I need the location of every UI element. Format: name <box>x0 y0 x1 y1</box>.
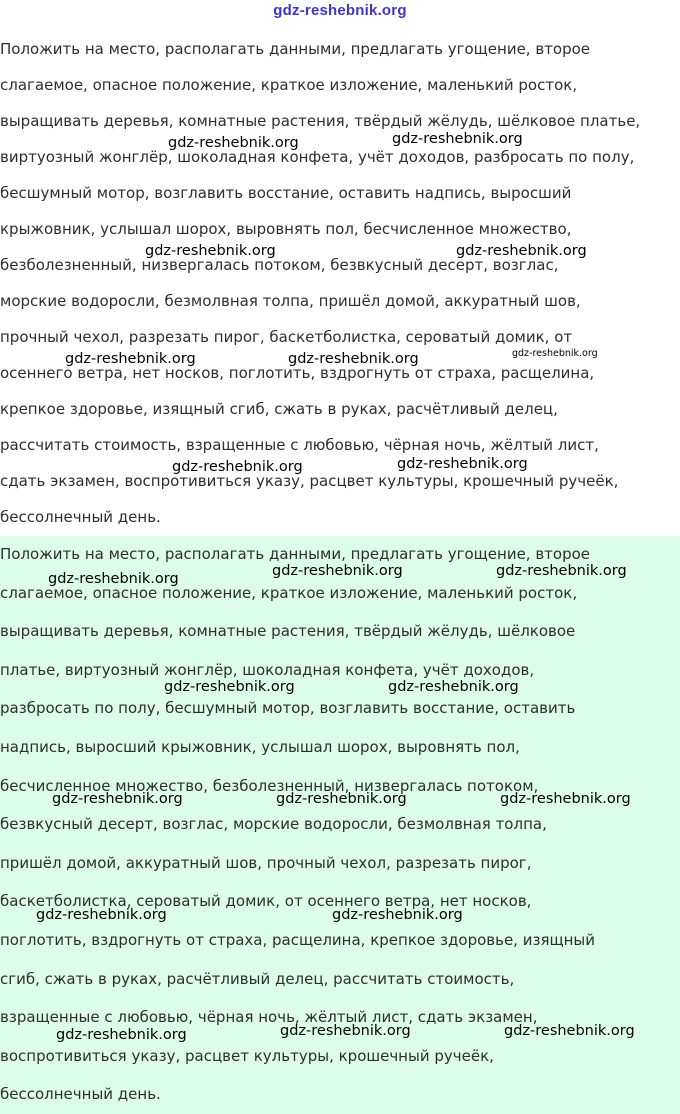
watermark: gdz-reshebnik.org <box>512 348 598 359</box>
watermark: gdz-reshebnik.org <box>496 563 627 579</box>
text-line: морские водоросли, безмолвная толпа, пришёл домой, аккуратный шов, <box>0 292 581 310</box>
watermark: gdz-reshebnik.org <box>56 1027 187 1043</box>
text-line: баскетболистка, сероватый домик, от осеннего ветра, нет носков, <box>0 892 532 911</box>
watermark: gdz-reshebnik.org <box>65 351 196 367</box>
text-line: выращивать деревья, комнатные растения, твёрдый жёлудь, шёлковое платье, <box>0 112 641 130</box>
text-line: бессолнечный день. <box>0 1085 161 1104</box>
text-line: бессолнечный день. <box>0 508 161 526</box>
text-line: бесчисленное множество, безболезненный, низвергалась потоком, <box>0 776 539 795</box>
watermark: gdz-reshebnik.org <box>388 679 519 695</box>
text-line: осеннего ветра, нет носков, поглотить, вздрогнуть от страха, расщелина, <box>0 364 595 382</box>
watermark: gdz-reshebnik.org <box>397 456 528 472</box>
text-line: выращивать деревья, комнатные растения, твёрдый жёлудь, шёлковое <box>0 622 576 641</box>
watermark: gdz-reshebnik.org <box>288 351 419 367</box>
text-line: сгиб, сжать в руках, расчётливый делец, рассчитать стоимость, <box>0 969 515 988</box>
text-line: слагаемое, опасное положение, краткое изложение, маленький росток, <box>0 76 578 94</box>
text-line: разбросать по полу, бесшумный мотор, возглавить восстание, оставить <box>0 699 576 718</box>
text-line: Положить на место, располагать данными, предлагать угощение, второе <box>0 545 591 563</box>
top-watermark: gdz-reshebnik.org <box>273 2 407 19</box>
text-line: сдать экзамен, воспротивиться указу, расцвет культуры, крошечный ручеёк, <box>0 472 619 490</box>
watermark: gdz-reshebnik.org <box>172 459 303 475</box>
text-line: бесшумный мотор, возглавить восстание, оставить надпись, выросший <box>0 184 572 202</box>
watermark: gdz-reshebnik.org <box>392 131 523 147</box>
text-line: крепкое здоровье, изящный сгиб, сжать в руках, расчётливый делец, <box>0 400 558 418</box>
exercise-text-original <box>0 32 680 536</box>
watermark: gdz-reshebnik.org <box>164 679 295 695</box>
text-line: воспротивиться указу, расцвет культуры, крошечный ручеёк, <box>0 1046 494 1065</box>
watermark: gdz-reshebnik.org <box>272 563 403 579</box>
watermark: gdz-reshebnik.org <box>145 243 276 259</box>
watermark: gdz-reshebnik.org <box>504 1023 635 1039</box>
watermark: gdz-reshebnik.org <box>168 135 299 151</box>
text-line: безвкусный десерт, возглас, морские водоросли, безмолвная толпа, <box>0 815 547 834</box>
text-line: Положить на место, располагать данными, предлагать угощение, второе <box>0 40 591 58</box>
watermark: gdz-reshebnik.org <box>456 243 587 259</box>
watermark: gdz-reshebnik.org <box>280 1023 411 1039</box>
text-line: надпись, выросший крыжовник, услышал шорох, выровнять пол, <box>0 738 520 756</box>
text-line: слагаемое, опасное положение, краткое изложение, маленький росток, <box>0 583 578 602</box>
watermark: gdz-reshebnik.org <box>48 571 179 587</box>
text-line: платье, виртуозный жонглёр, шоколадная конфета, учёт доходов, <box>0 660 535 679</box>
watermark: gdz-reshebnik.org <box>332 907 463 923</box>
text-line: пришёл домой, аккуратный шов, прочный чехол, разрезать пирог, <box>0 853 532 872</box>
text-line: взращенные с любовью, чёрная ночь, жёлтый лист, сдать экзамен, <box>0 1008 538 1027</box>
watermark: gdz-reshebnik.org <box>500 791 631 807</box>
text-line: рассчитать стоимость, взращенные с любовью, чёрная ночь, жёлтый лист, <box>0 436 599 454</box>
text-line: крыжовник, услышал шорох, выровнять пол, бесчисленное множество, <box>0 220 572 238</box>
text-line: прочный чехол, разрезать пирог, баскетболистка, сероватый домик, от <box>0 328 573 346</box>
text-line: виртуозный жонглёр, шоколадная конфета, учёт доходов, разбросать по полу, <box>0 148 635 166</box>
text-line: безболезненный, низвергалась потоком, безвкусный десерт, возглас, <box>0 256 559 274</box>
watermark: gdz-reshebnik.org <box>52 791 183 807</box>
text-line: поглотить, вздрогнуть от страха, расщелина, крепкое здоровье, изящный <box>0 931 595 949</box>
watermark: gdz-reshebnik.org <box>36 907 167 923</box>
watermark: gdz-reshebnik.org <box>276 791 407 807</box>
